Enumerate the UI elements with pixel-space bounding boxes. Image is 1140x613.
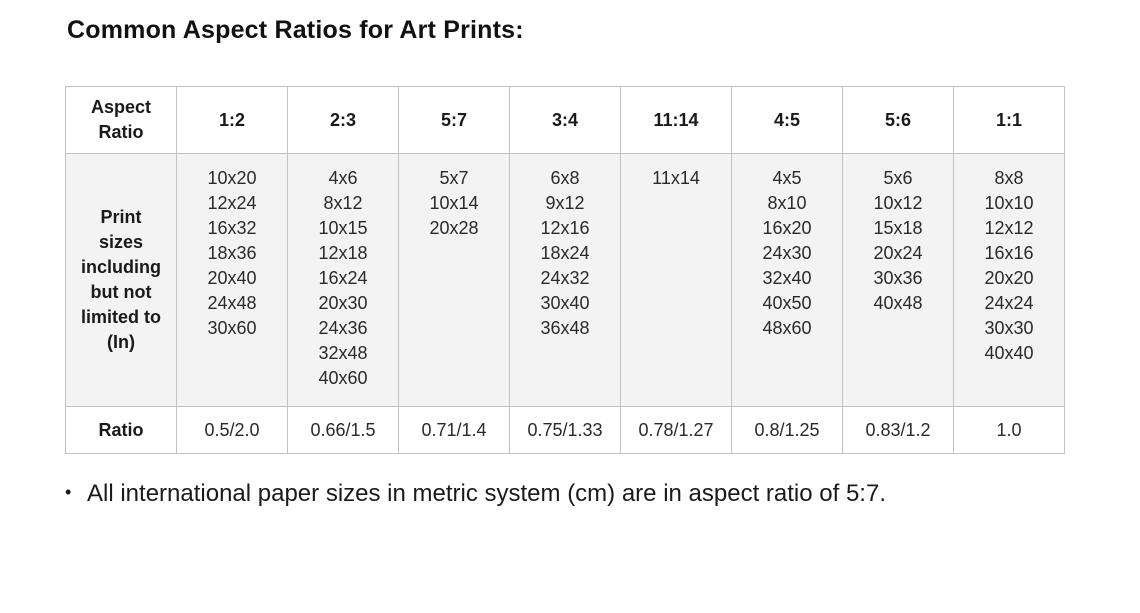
print-size: 20x30 <box>318 293 368 313</box>
column-header: 5:7 <box>399 87 510 154</box>
column-header: 4:5 <box>732 87 843 154</box>
aspect-ratio-header <box>66 87 177 154</box>
size-cell <box>399 154 510 407</box>
print-size: 32x48 <box>318 343 368 363</box>
print-size: 20x40 <box>207 268 257 288</box>
ratio-cell: 0.5/2.0 <box>177 407 288 454</box>
print-size: 30x60 <box>207 318 257 338</box>
print-size: 18x24 <box>540 243 590 263</box>
print-size: 10x10 <box>984 193 1034 213</box>
bullet: • <box>65 482 72 502</box>
print-size: 24x36 <box>318 318 368 338</box>
print-size: 40x50 <box>762 293 812 313</box>
label-line: including <box>81 257 161 277</box>
print-size: 20x20 <box>984 268 1034 288</box>
header-label-line: Ratio <box>98 122 144 142</box>
label-line: limited to <box>81 307 161 327</box>
page-title: Common Aspect Ratios for Art Prints: <box>67 16 524 44</box>
print-size: 30x36 <box>873 268 923 288</box>
ratio-cell: 0.8/1.25 <box>732 407 843 454</box>
ratio-cell: 0.71/1.4 <box>399 407 510 454</box>
print-size: 12x12 <box>984 218 1034 238</box>
print-size: 8x8 <box>994 168 1024 188</box>
print-size: 24x48 <box>207 293 257 313</box>
aspect-ratio-table <box>65 86 1065 454</box>
print-size: 24x30 <box>762 243 812 263</box>
print-size: 30x30 <box>984 318 1034 338</box>
print-size: 5x6 <box>883 168 913 188</box>
size-cell <box>732 154 843 407</box>
print-size: 16x16 <box>984 243 1034 263</box>
column-header: 2:3 <box>288 87 399 154</box>
print-size: 15x18 <box>873 218 923 238</box>
note-text: All international paper sizes in metric system (cm) are in aspect ratio of 5:7. <box>87 480 886 507</box>
print-size: 8x12 <box>323 193 363 213</box>
size-cell <box>177 154 288 407</box>
column-header: 1:2 <box>177 87 288 154</box>
print-size: 24x24 <box>984 293 1034 313</box>
print-size: 48x60 <box>762 318 812 338</box>
ratio-cell: 1.0 <box>954 407 1065 454</box>
header-label-line: Aspect <box>90 97 152 117</box>
print-size: 40x60 <box>318 368 368 388</box>
size-cell <box>843 154 954 407</box>
print-size: 40x40 <box>984 343 1034 363</box>
size-cell <box>621 154 732 407</box>
ratio-cell: 0.66/1.5 <box>288 407 399 454</box>
column-header: 1:1 <box>954 87 1065 154</box>
print-size: 4x5 <box>772 168 802 188</box>
size-cell <box>288 154 399 407</box>
label-line: but not <box>90 282 152 302</box>
print-size: 4x6 <box>328 168 358 188</box>
column-header: 5:6 <box>843 87 954 154</box>
ratio-label: Ratio <box>66 407 177 454</box>
print-size: 36x48 <box>540 318 590 338</box>
print-size: 12x24 <box>207 193 257 213</box>
print-size: 9x12 <box>545 193 585 213</box>
ratio-cell: 0.83/1.2 <box>843 407 954 454</box>
print-size: 10x20 <box>207 168 257 188</box>
print-size: 12x18 <box>318 243 368 263</box>
print-size: 16x32 <box>207 218 257 238</box>
print-size: 40x48 <box>873 293 923 313</box>
print-size: 20x28 <box>429 218 479 238</box>
label-line: (In) <box>107 332 135 352</box>
ratio-row <box>66 407 1065 454</box>
size-cell <box>954 154 1065 407</box>
print-size: 6x8 <box>550 168 580 188</box>
label-line: Print <box>100 207 142 227</box>
print-size: 32x40 <box>762 268 812 288</box>
header-row <box>66 87 1065 154</box>
ratio-cell: 0.78/1.27 <box>621 407 732 454</box>
print-size: 18x36 <box>207 243 257 263</box>
ratio-cell: 0.75/1.33 <box>510 407 621 454</box>
print-size: 20x24 <box>873 243 923 263</box>
column-header: 3:4 <box>510 87 621 154</box>
print-size: 10x15 <box>318 218 368 238</box>
print-size: 16x24 <box>318 268 368 288</box>
print-size: 24x32 <box>540 268 590 288</box>
print-size: 16x20 <box>762 218 812 238</box>
print-size: 10x12 <box>873 193 923 213</box>
print-sizes-row <box>66 154 1065 407</box>
print-size: 8x10 <box>767 193 807 213</box>
column-header: 11:14 <box>621 87 732 154</box>
print-size: 5x7 <box>439 168 469 188</box>
print-size: 12x16 <box>540 218 590 238</box>
print-size: 30x40 <box>540 293 590 313</box>
metric-note <box>65 480 886 508</box>
print-size: 10x14 <box>429 193 479 213</box>
print-sizes-label <box>66 154 177 407</box>
size-cell <box>510 154 621 407</box>
print-size: 11x14 <box>652 168 700 188</box>
label-line: sizes <box>98 232 144 252</box>
